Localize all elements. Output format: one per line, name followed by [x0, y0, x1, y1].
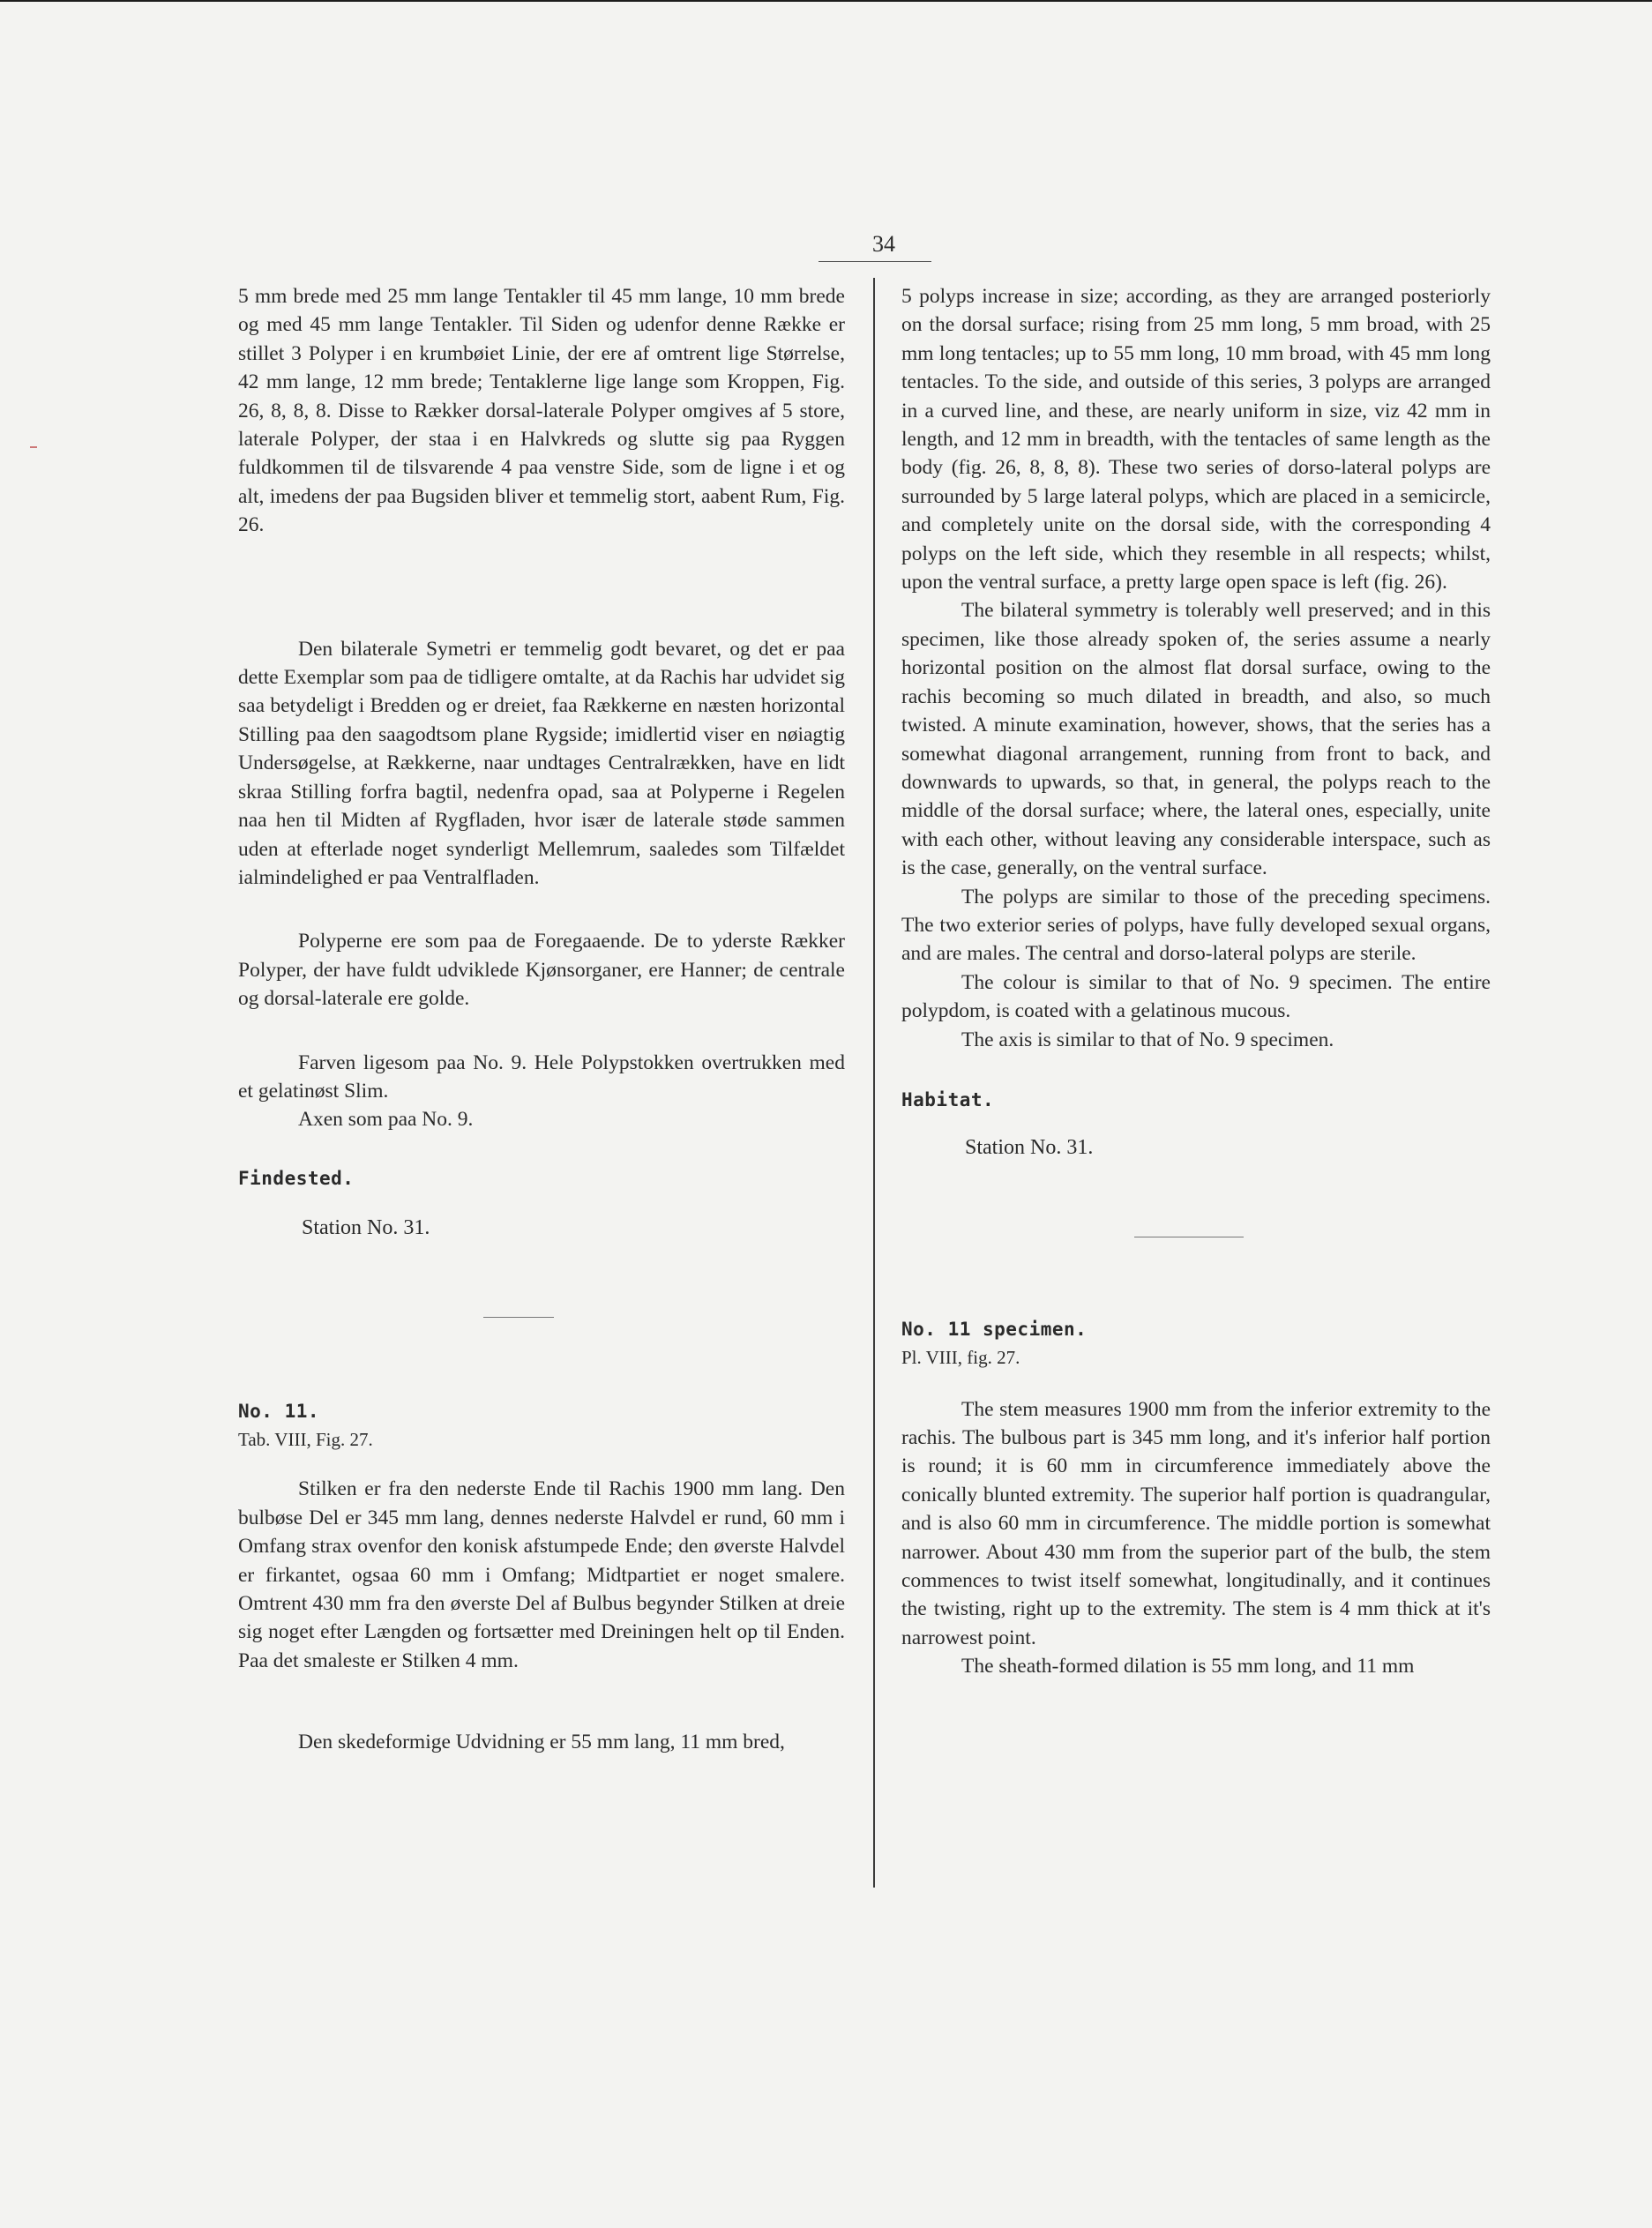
paragraph: Stilken er fra den nederste Ende til Rachis 1900 mm lang. Den bulbøse Del er 345 mm lang, dennes nederste Halvdel er rund, 60 mm i Omfang strax ovenfor den konisk afstumpede Ende; den øverste Halvdel er firkantet, ogsaa 60 mm i Omfang; Midtpartiet er noget smalere. Omtrent 430 mm fra den øverste Del af Bulbus begynder Stilken at dreie sig noget efter Længden og fortsætter med Dreiningen helt op til Enden. Paa det smaleste er Stilken 4 mm. — [238, 1477, 845, 1672]
specimen-heading: No. 11 specimen. — [901, 1318, 1088, 1340]
station-text: Station No. 31. — [965, 1136, 1094, 1160]
plate-reference: Tab. VIII, Fig. 27. — [238, 1428, 373, 1450]
plate-reference: Pl. VIII, fig. 27. — [901, 1347, 1020, 1369]
margin-mark — [30, 446, 37, 448]
paragraph: The stem measures 1900 mm from the inferior extremity to the rachis. The bulbous part is 345 mm long, and it's inferior half portion is round; it is 60 mm in circumference immediately above the conically blunted extremity. The superior half portion is quadrangular, and is also 60 mm in circumference. The middle portion is somewhat narrower. About 430 mm from the superior part of the bulb, the stem commences to twist itself somewhat, longitudinally, and it continues the twisting, right up to the extremity. The stem is 4 mm thick at it's narrowest point. — [901, 1397, 1491, 1649]
top-border-line — [0, 0, 1652, 2]
page-number-rule — [819, 261, 931, 262]
english-column — [901, 282, 1491, 1681]
section-heading: Findested. — [238, 1167, 355, 1189]
station-text: Station No. 31. — [302, 1216, 430, 1240]
paragraph: Farven ligesom paa No. 9. Hele Polypstokken overtrukken med et gelatinøst Slim. — [238, 1050, 845, 1103]
paragraph: The polyps are similar to those of the preceding specimens. The two exterior series of polyps, have fully developed sexual organs, and are males. The central and dorso-lateral polyps are sterile. — [901, 885, 1491, 966]
paragraph: Den skedeformige Udvidning er 55 mm lang, 11 mm bred, — [298, 1731, 785, 1754]
paragraph: The sheath-formed dilation is 55 mm long, and 11 mm — [961, 1655, 1415, 1678]
column-divider — [873, 278, 875, 1888]
paragraph: 5 polyps increase in size; according, as they are arranged posteriorly on the dorsal surface; rising from 25 mm long, 5 mm broad, with 25 mm long tentacles; up to 55 mm long, 10 mm broad, with 45 mm long tentacles. To the side, and outside of this series, 3 polyps are arranged in a curved line, and these, are nearly uniform in size, viz 42 mm in length, and 12 mm in breadth, with the tentacles of same length as the body (fig. 26, 8, 8, 8). These two series of dorso-lateral polyps are surrounded by 5 large lateral polyps, which are placed in a semicircle, and completely unite on the dorsal side, with the corresponding 4 polyps on the left side, which they resemble in all respects; whilst, upon the ventral surface, a pretty large open space is left (fig. 26). — [901, 285, 1491, 594]
paragraph: Den bilaterale Symetri er temmelig godt bevaret, og det er paa dette Exemplar som paa de tidligere omtalte, at da Rachis har udvidet sig saa betydeligt i Bredden og er dreiet, faa Rækkerne en næsten horizontal Stilling paa den saagodtsom plane Rygside; imidlertid viser en nøiagtig Undersøgelse, at Rækkerne, naar undtages Centralrækken, have en lidt skraa Stilling forfra bagtil, nedenfra opad, saa at Polyperne i Regelen naa hen til Midten af Rygfladen, hvor især de laterale støde sammen uden at efterlade noget synderligt Mellemrum, saaledes som Tilfældet ialmindelighed er paa Ventralfladen. — [238, 637, 845, 889]
paragraph: Axen som paa No. 9. — [298, 1108, 474, 1132]
paragraph: The bilateral symmetry is tolerably well preserved; and in this specimen, like those already spoken of, the series assume a nearly horizontal position on the almost flat dorsal surface, owing to the rachis becoming so much dilated in breadth, and also, so much twisted. A minute examination, however, shows, that the series has a somewhat diagonal arrangement, running from front to back, and downwards to upwards, so that, in general, the polyps reach to the middle of the dorsal surface; where, the lateral ones, especially, unite with each other, without leaving any considerable interspace, such as is the case, generally, on the ventral surface. — [901, 599, 1491, 880]
paragraph: The axis is similar to that of No. 9 specimen. — [961, 1028, 1334, 1051]
page-number: 34 — [872, 231, 895, 257]
section-rule — [483, 1317, 554, 1318]
danish-column — [238, 282, 845, 1757]
paragraph: The colour is similar to that of No. 9 specimen. The entire polypdom, is coated with a gelatinous mucous. — [901, 970, 1491, 1023]
specimen-heading: No. 11. — [238, 1400, 320, 1422]
paragraph: 5 mm brede med 25 mm lange Tentakler til 45 mm lange, 10 mm brede og med 45 mm lange Tentakler. Til Siden og udenfor denne Række er stillet 3 Polyper i en krumbøiet Linie, der ere af omtrent lige Størrelse, 42 mm lange, 12 mm brede; Tentaklerne lige lange som Kroppen, Fig. 26, 8, 8, 8. Disse to Rækker dorsal-laterale Polyper omgives af 5 store, laterale Polyper, der staa i en Halvkreds og slutte sig paa Ryggen fuldkommen til de tilsvarende 4 paa venstre Side, som de ligne i et og alt, imedens der paa Bugsiden bliver et temmelig stort, aabent Rum, Fig. 26. — [238, 285, 845, 537]
section-heading: Habitat. — [901, 1088, 995, 1110]
paragraph: Polyperne ere som paa de Foregaaende. De to yderste Rækker Polyper, der have fuldt udviklede Kjønsorganer, ere Hanner; de centrale og dorsal-laterale ere golde. — [238, 930, 845, 1011]
